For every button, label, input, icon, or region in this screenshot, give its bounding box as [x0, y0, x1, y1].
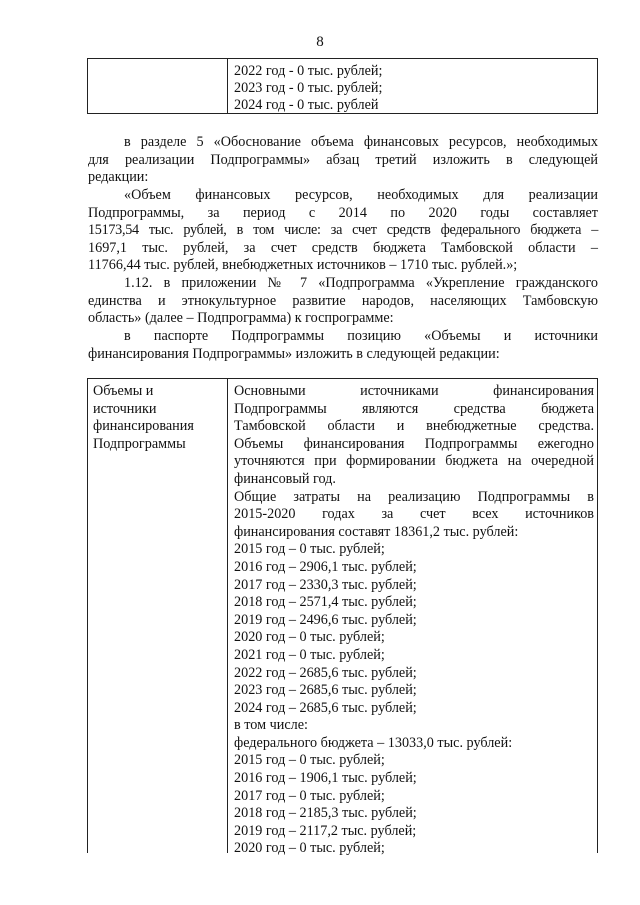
paragraph-passport: [88, 328, 598, 363]
text-line: 11766,44 тыс. рублей, внебюджетных источников – 1710 тыс. рублей.»;: [88, 257, 518, 274]
paragraph-1-12: [88, 275, 598, 328]
text-line: 15173,54 тыс. рублей, в том числе: за счет средств федерального бюджета –: [88, 222, 598, 239]
text-line: единства и этнокультурное развитие народов, населяющих Тамбовскую: [88, 292, 598, 309]
column-divider: [227, 379, 228, 853]
table-line: 2022 год - 0 тыс. рублей;: [234, 63, 383, 79]
table-line: уточняются при формировании бюджета на очередной: [234, 453, 594, 470]
table-line: финансирования: [93, 418, 194, 435]
table-cell-years: [234, 63, 382, 114]
table-line: 2018 год – 2571,4 тыс. рублей;: [234, 594, 417, 611]
text-line: в разделе 5 «Обоснование объема финансовых ресурсов, необходимых: [124, 134, 598, 150]
table-line: Объемы финансирования Подпрограммы ежегодно: [234, 435, 594, 452]
text-line: в паспорте Подпрограммы позицию «Объемы и источники: [124, 328, 598, 344]
table-line: 2022 год – 2685,6 тыс. рублей;: [234, 664, 417, 681]
table-line: 2016 год – 2906,1 тыс. рублей;: [234, 558, 417, 575]
text-line: 1.12. в приложении № 7 «Подпрограмма «Укрепление гражданского: [124, 275, 598, 291]
table-line: 2021 год – 0 тыс. рублей;: [234, 646, 385, 663]
table-line: Общие затраты на реализацию Подпрограммы в: [234, 488, 594, 505]
text-line: финансирования Подпрограммы» изложить в следующей редакции:: [88, 345, 500, 362]
table-line: 2015-2020 годах за счет всех источников: [234, 506, 594, 523]
text-line: «Объем финансовых ресурсов, необходимых для реализации: [124, 187, 598, 203]
table-line: 2023 год - 0 тыс. рублей;: [234, 80, 383, 96]
table-line: 2023 год – 2685,6 тыс. рублей;: [234, 682, 417, 699]
table-cell-content: [234, 383, 594, 858]
table-line: Подпрограммы являются средства бюджета: [234, 400, 594, 417]
text-line: Подпрограммы, за период с 2014 по 2020 годы составляет: [88, 204, 598, 221]
table-line: Основными источниками финансирования: [234, 383, 594, 399]
paragraph-quote: [88, 187, 598, 275]
table-line: финансовый год.: [234, 470, 336, 487]
text-line: для реализации Подпрограммы» абзац третий изложить в следующей: [88, 151, 598, 168]
funding-table-continued: [87, 58, 598, 114]
passport-table: [87, 378, 598, 857]
table-line: источники: [93, 400, 157, 417]
table-line: 2017 год – 0 тыс. рублей;: [234, 787, 385, 804]
table-cell-heading: [93, 383, 223, 453]
table-line: 2015 год – 0 тыс. рублей;: [234, 752, 385, 769]
text-line: область» (далее – Подпрограмма) к госпрограмме:: [88, 310, 394, 327]
table-line: 2020 год – 0 тыс. рублей;: [234, 629, 385, 646]
table-line: Объемы и: [93, 383, 154, 399]
table-line: 2020 год – 0 тыс. рублей;: [234, 840, 385, 857]
table-line: 2015 год – 0 тыс. рублей;: [234, 541, 385, 558]
table-line: 2017 год – 2330,3 тыс. рублей;: [234, 576, 417, 593]
table-line: 2016 год – 1906,1 тыс. рублей;: [234, 770, 417, 787]
paragraph-section5: [88, 134, 598, 187]
table-line: Тамбовской области и внебюджетные средства.: [234, 418, 594, 435]
table-line: Подпрограммы: [93, 435, 186, 452]
table-line: финансирования составят 18361,2 тыс. рублей:: [234, 523, 519, 540]
table-line: 2024 год – 2685,6 тыс. рублей;: [234, 699, 417, 716]
text-line: 1697,1 тыс. рублей, за счет средств бюджета Тамбовской области –: [88, 239, 598, 256]
page-number: 8: [316, 34, 324, 50]
text-line: редакции:: [88, 169, 149, 186]
table-line: 2018 год – 2185,3 тыс. рублей;: [234, 805, 417, 822]
table-line: 2024 год - 0 тыс. рублей: [234, 97, 379, 113]
table-line: федерального бюджета – 13033,0 тыс. рублей:: [234, 734, 513, 751]
table-line: 2019 год – 2117,2 тыс. рублей;: [234, 822, 417, 839]
table-line: 2019 год – 2496,6 тыс. рублей;: [234, 611, 417, 628]
column-divider: [227, 59, 228, 113]
table-line: в том числе:: [234, 717, 308, 734]
